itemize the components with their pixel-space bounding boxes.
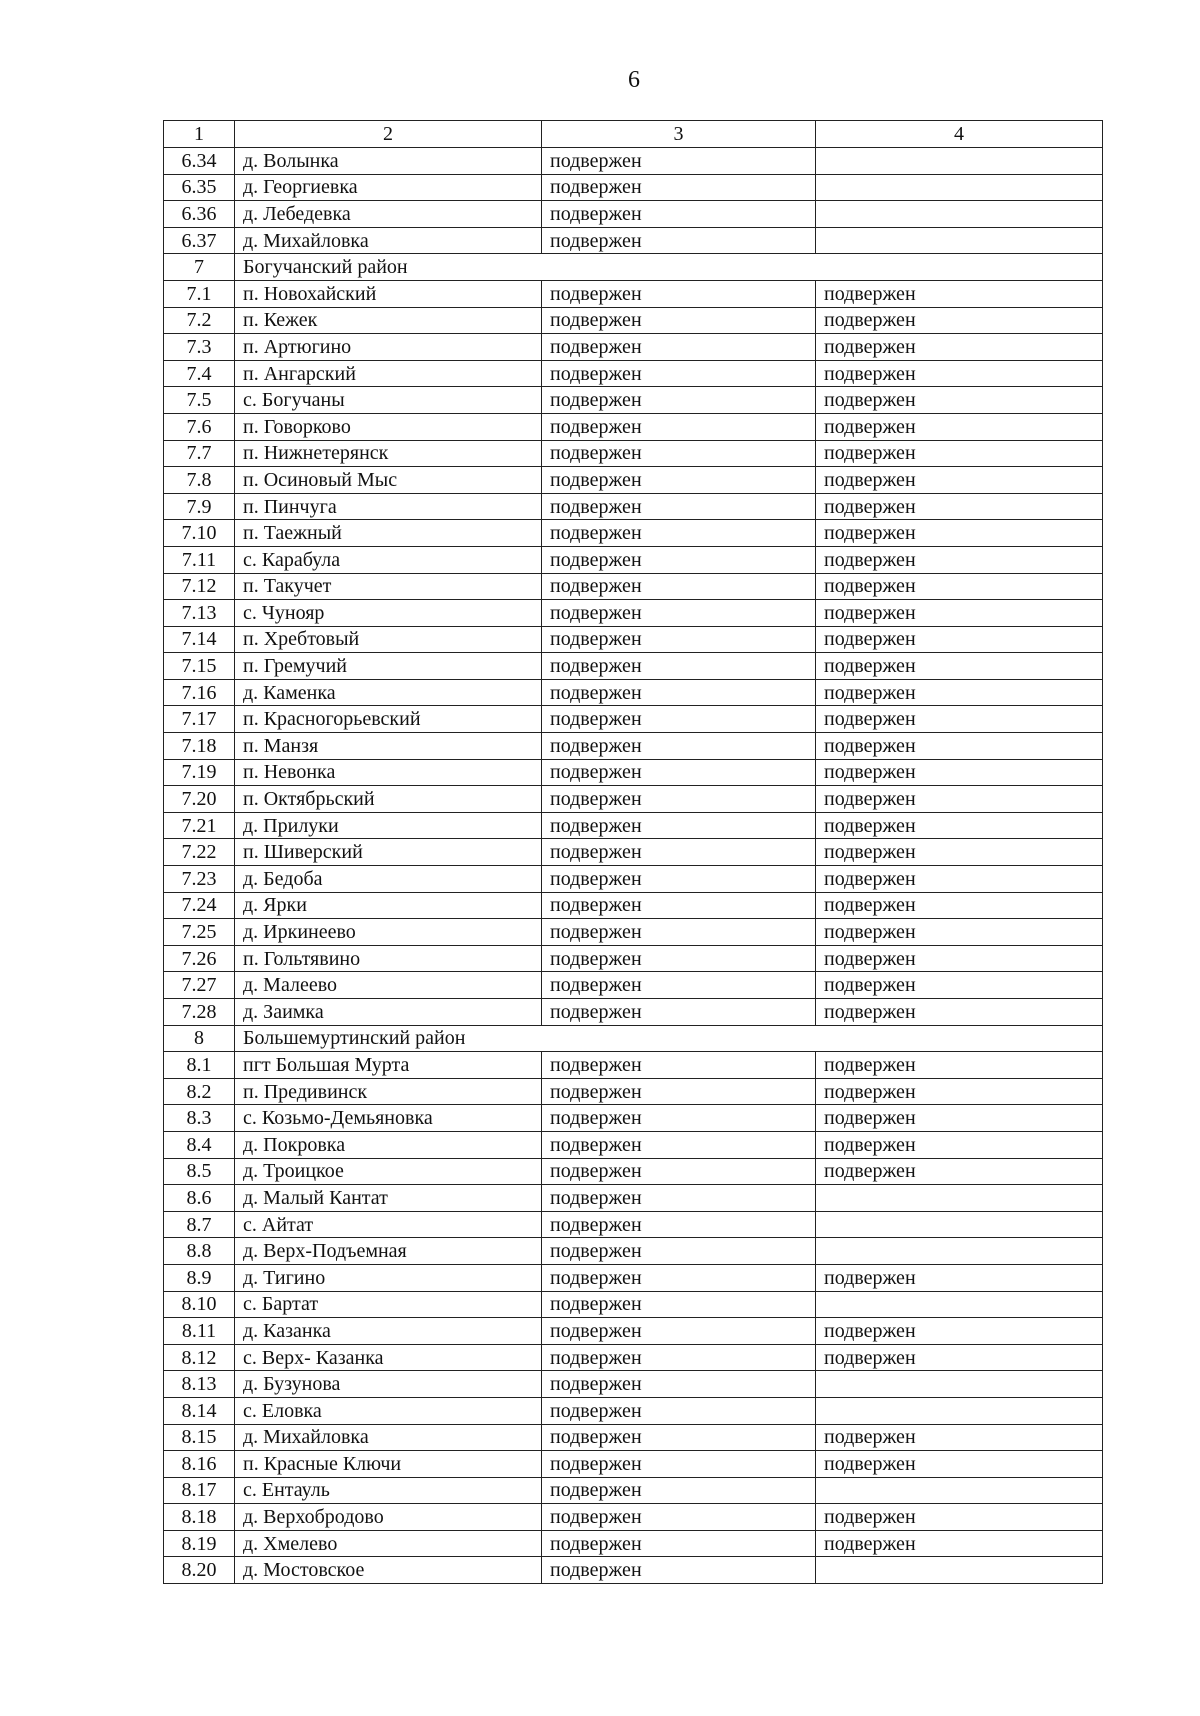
col-4-value: подвержен [816, 387, 1103, 414]
settlement-name: п. Новохайский [235, 280, 542, 307]
col-3-value: подвержен [542, 892, 816, 919]
settlement-name: д. Георгиевка [235, 174, 542, 201]
col-3-value: подвержен [542, 1504, 816, 1531]
settlement-name: д. Михайловка [235, 1424, 542, 1451]
settlement-name: д. Малеево [235, 972, 542, 999]
col-4-value: подвержен [816, 653, 1103, 680]
row-number: 8.3 [164, 1105, 235, 1132]
settlement-name: п. Октябрьский [235, 786, 542, 813]
header-col-4: 4 [816, 121, 1103, 148]
table-row [164, 413, 1103, 440]
col-4-value: подвержен [816, 866, 1103, 893]
col-4-value: подвержен [816, 280, 1103, 307]
table-row [164, 892, 1103, 919]
row-number: 7.17 [164, 706, 235, 733]
table-row [164, 520, 1103, 547]
row-number: 8.20 [164, 1557, 235, 1584]
table-row [164, 706, 1103, 733]
col-3-value: подвержен [542, 919, 816, 946]
col-3-value: подвержен [542, 1158, 816, 1185]
row-number: 7.27 [164, 972, 235, 999]
col-3-value: подвержен [542, 1530, 816, 1557]
page-number: 6 [628, 67, 640, 93]
table-row [164, 839, 1103, 866]
col-4-value [816, 1477, 1103, 1504]
col-4-value: подвержен [816, 600, 1103, 627]
col-3-value: подвержен [542, 1078, 816, 1105]
settlement-name: с. Айтат [235, 1211, 542, 1238]
col-4-value: подвержен [816, 759, 1103, 786]
col-4-value: подвержен [816, 972, 1103, 999]
col-3-value: подвержен [542, 600, 816, 627]
col-4-value: подвержен [816, 1264, 1103, 1291]
table-row [164, 174, 1103, 201]
col-3-value: подвержен [542, 786, 816, 813]
table-row [164, 999, 1103, 1026]
row-number: 7.4 [164, 360, 235, 387]
col-3-value: подвержен [542, 945, 816, 972]
settlement-name: д. Хмелево [235, 1530, 542, 1557]
table-row [164, 653, 1103, 680]
col-3-value: подвержен [542, 759, 816, 786]
col-3-value: подвержен [542, 1557, 816, 1584]
row-number: 6.36 [164, 201, 235, 228]
table-row [164, 1131, 1103, 1158]
col-3-value: подвержен [542, 280, 816, 307]
col-4-value: подвержен [816, 733, 1103, 760]
table-row [164, 280, 1103, 307]
settlement-name: д. Тигино [235, 1264, 542, 1291]
col-3-value: подвержен [542, 1264, 816, 1291]
table-row [164, 1264, 1103, 1291]
col-3-value: подвержен [542, 839, 816, 866]
col-3-value: подвержен [542, 360, 816, 387]
col-3-value: подвержен [542, 1424, 816, 1451]
col-4-value: подвержен [816, 786, 1103, 813]
row-number: 8 [164, 1025, 235, 1052]
row-number: 7.23 [164, 866, 235, 893]
table-row [164, 786, 1103, 813]
settlement-name: п. Предивинск [235, 1078, 542, 1105]
col-3-value: подвержен [542, 1185, 816, 1212]
settlement-name: п. Хребтовый [235, 626, 542, 653]
row-number: 7.13 [164, 600, 235, 627]
section-title: Большемуртинский район [235, 1025, 1103, 1052]
col-4-value: подвержен [816, 546, 1103, 573]
col-3-value: подвержен [542, 174, 816, 201]
settlement-name: с. Карабула [235, 546, 542, 573]
settlement-name: д. Верхобродово [235, 1504, 542, 1531]
col-4-value: подвержен [816, 1052, 1103, 1079]
row-number: 8.13 [164, 1371, 235, 1398]
settlement-name: д. Лебедевка [235, 201, 542, 228]
settlement-name: п. Такучет [235, 573, 542, 600]
row-number: 8.18 [164, 1504, 235, 1531]
row-number: 7.6 [164, 413, 235, 440]
col-3-value: подвержен [542, 626, 816, 653]
col-3-value: подвержен [542, 227, 816, 254]
table-row [164, 1052, 1103, 1079]
table-row [164, 1185, 1103, 1212]
table-row [164, 307, 1103, 334]
row-number: 6.35 [164, 174, 235, 201]
table-row [164, 600, 1103, 627]
settlement-name: п. Гремучий [235, 653, 542, 680]
settlement-name: д. Волынка [235, 148, 542, 175]
table-row [164, 1318, 1103, 1345]
col-3-value: подвержен [542, 1105, 816, 1132]
col-4-value: подвержен [816, 812, 1103, 839]
settlement-name: п. Невонка [235, 759, 542, 786]
table-row [164, 679, 1103, 706]
col-4-value: подвержен [816, 413, 1103, 440]
row-number: 8.5 [164, 1158, 235, 1185]
col-3-value: подвержен [542, 520, 816, 547]
col-4-value [816, 1185, 1103, 1212]
table-row [164, 201, 1103, 228]
table-row [164, 1530, 1103, 1557]
col-4-value: подвержен [816, 1530, 1103, 1557]
table-row [164, 1371, 1103, 1398]
row-number: 7.16 [164, 679, 235, 706]
row-number: 6.34 [164, 148, 235, 175]
table-row [164, 1477, 1103, 1504]
settlement-name: пгт Большая Мурта [235, 1052, 542, 1079]
settlement-name: п. Красногорьевский [235, 706, 542, 733]
row-number: 7.19 [164, 759, 235, 786]
settlement-name: с. Чунояр [235, 600, 542, 627]
row-number: 8.14 [164, 1397, 235, 1424]
col-3-value: подвержен [542, 413, 816, 440]
settlement-name: д. Казанка [235, 1318, 542, 1345]
col-3-value: подвержен [542, 387, 816, 414]
col-3-value: подвержен [542, 546, 816, 573]
row-number: 7.9 [164, 493, 235, 520]
settlement-name: п. Ангарский [235, 360, 542, 387]
col-3-value: подвержен [542, 201, 816, 228]
col-3-value: подвержен [542, 1052, 816, 1079]
row-number: 7.10 [164, 520, 235, 547]
table-row [164, 812, 1103, 839]
row-number: 7.5 [164, 387, 235, 414]
col-3-value: подвержен [542, 307, 816, 334]
table-row [164, 387, 1103, 414]
table-row [164, 733, 1103, 760]
settlement-name: с. Ентауль [235, 1477, 542, 1504]
col-3-value: подвержен [542, 679, 816, 706]
table-row [164, 1238, 1103, 1265]
row-number: 8.4 [164, 1131, 235, 1158]
table-row [164, 1397, 1103, 1424]
col-4-value: подвержен [816, 679, 1103, 706]
row-number: 7.25 [164, 919, 235, 946]
col-4-value [816, 174, 1103, 201]
settlement-name: д. Бедоба [235, 866, 542, 893]
row-number: 7.21 [164, 812, 235, 839]
section-row [164, 254, 1103, 281]
row-number: 8.1 [164, 1052, 235, 1079]
settlement-name: п. Манзя [235, 733, 542, 760]
row-number: 7.14 [164, 626, 235, 653]
col-4-value [816, 1211, 1103, 1238]
col-3-value: подвержен [542, 1371, 816, 1398]
col-3-value: подвержен [542, 1477, 816, 1504]
col-3-value: подвержен [542, 1344, 816, 1371]
table-row [164, 148, 1103, 175]
table-row [164, 972, 1103, 999]
col-4-value [816, 148, 1103, 175]
row-number: 6.37 [164, 227, 235, 254]
col-4-value: подвержен [816, 1451, 1103, 1478]
col-3-value: подвержен [542, 467, 816, 494]
col-3-value: подвержен [542, 812, 816, 839]
table-row [164, 1158, 1103, 1185]
row-number: 8.10 [164, 1291, 235, 1318]
row-number: 8.15 [164, 1424, 235, 1451]
table-row [164, 1211, 1103, 1238]
settlement-name: п. Таежный [235, 520, 542, 547]
row-number: 8.7 [164, 1211, 235, 1238]
settlement-name: д. Малый Кантат [235, 1185, 542, 1212]
table-row [164, 1557, 1103, 1584]
row-number: 7.11 [164, 546, 235, 573]
col-4-value [816, 1557, 1103, 1584]
settlement-name: п. Осиновый Мыс [235, 467, 542, 494]
settlement-name: д. Верх-Подъемная [235, 1238, 542, 1265]
col-3-value: подвержен [542, 1131, 816, 1158]
col-4-value: подвержен [816, 999, 1103, 1026]
col-3-value: подвержен [542, 334, 816, 361]
col-4-value: подвержен [816, 1424, 1103, 1451]
col-4-value: подвержен [816, 892, 1103, 919]
col-4-value: подвержен [816, 706, 1103, 733]
col-4-value: подвержен [816, 307, 1103, 334]
settlement-name: д. Михайловка [235, 227, 542, 254]
header-col-1: 1 [164, 121, 235, 148]
row-number: 7.28 [164, 999, 235, 1026]
col-3-value: подвержен [542, 1291, 816, 1318]
row-number: 7.22 [164, 839, 235, 866]
col-3-value: подвержен [542, 706, 816, 733]
table-header-row [164, 121, 1103, 148]
col-4-value [816, 227, 1103, 254]
table-row [164, 334, 1103, 361]
col-3-value: подвержен [542, 148, 816, 175]
row-number: 8.16 [164, 1451, 235, 1478]
table-row [164, 1078, 1103, 1105]
table-row [164, 1105, 1103, 1132]
table-row [164, 573, 1103, 600]
settlement-name: п. Говорково [235, 413, 542, 440]
row-number: 7.20 [164, 786, 235, 813]
table-row [164, 493, 1103, 520]
row-number: 8.6 [164, 1185, 235, 1212]
settlement-name: д. Заимка [235, 999, 542, 1026]
col-4-value: подвержен [816, 1318, 1103, 1345]
table-row [164, 945, 1103, 972]
row-number: 8.9 [164, 1264, 235, 1291]
col-4-value: подвержен [816, 520, 1103, 547]
table-row [164, 1504, 1103, 1531]
row-number: 8.12 [164, 1344, 235, 1371]
row-number: 8.19 [164, 1530, 235, 1557]
col-3-value: подвержен [542, 1451, 816, 1478]
row-number: 7.12 [164, 573, 235, 600]
section-row [164, 1025, 1103, 1052]
col-3-value: подвержен [542, 440, 816, 467]
settlement-name: п. Артюгино [235, 334, 542, 361]
settlement-name: с. Верх- Казанка [235, 1344, 542, 1371]
header-col-3: 3 [542, 121, 816, 148]
settlement-name: с. Еловка [235, 1397, 542, 1424]
settlement-name: д. Иркинеево [235, 919, 542, 946]
col-4-value: подвержен [816, 1078, 1103, 1105]
row-number: 7.15 [164, 653, 235, 680]
row-number: 7.8 [164, 467, 235, 494]
table-row [164, 1291, 1103, 1318]
col-3-value: подвержен [542, 493, 816, 520]
settlement-name: с. Бартат [235, 1291, 542, 1318]
settlement-name: д. Бузунова [235, 1371, 542, 1398]
settlement-name: п. Красные Ключи [235, 1451, 542, 1478]
row-number: 7 [164, 254, 235, 281]
settlement-name: с. Козьмо-Демьяновка [235, 1105, 542, 1132]
col-4-value: подвержен [816, 945, 1103, 972]
settlement-name: д. Прилуки [235, 812, 542, 839]
settlement-name: д. Покровка [235, 1131, 542, 1158]
settlement-name: п. Шиверский [235, 839, 542, 866]
col-3-value: подвержен [542, 999, 816, 1026]
col-4-value: подвержен [816, 360, 1103, 387]
row-number: 7.26 [164, 945, 235, 972]
row-number: 7.2 [164, 307, 235, 334]
col-3-value: подвержен [542, 653, 816, 680]
table-row [164, 1451, 1103, 1478]
table-row [164, 1344, 1103, 1371]
settlement-name: д. Мостовское [235, 1557, 542, 1584]
col-4-value: подвержен [816, 1105, 1103, 1132]
col-3-value: подвержен [542, 972, 816, 999]
col-4-value [816, 1238, 1103, 1265]
col-3-value: подвержен [542, 866, 816, 893]
col-4-value: подвержен [816, 467, 1103, 494]
table-row [164, 626, 1103, 653]
table-row [164, 1424, 1103, 1451]
settlement-name: д. Каменка [235, 679, 542, 706]
settlement-name: п. Нижнетерянск [235, 440, 542, 467]
row-number: 7.7 [164, 440, 235, 467]
col-4-value: подвержен [816, 573, 1103, 600]
col-4-value: подвержен [816, 839, 1103, 866]
settlement-name: д. Троицкое [235, 1158, 542, 1185]
table-row [164, 919, 1103, 946]
col-4-value: подвержен [816, 1131, 1103, 1158]
settlement-name: п. Гольтявино [235, 945, 542, 972]
col-4-value: подвержен [816, 334, 1103, 361]
col-4-value: подвержен [816, 1344, 1103, 1371]
settlement-name: п. Пинчуга [235, 493, 542, 520]
section-title: Богучанский район [235, 254, 1103, 281]
col-3-value: подвержен [542, 1397, 816, 1424]
col-4-value [816, 1371, 1103, 1398]
col-4-value [816, 1397, 1103, 1424]
row-number: 8.11 [164, 1318, 235, 1345]
col-4-value: подвержен [816, 1158, 1103, 1185]
col-3-value: подвержен [542, 1211, 816, 1238]
row-number: 7.18 [164, 733, 235, 760]
table-row [164, 866, 1103, 893]
col-3-value: подвержен [542, 1238, 816, 1265]
table-row [164, 360, 1103, 387]
table-row [164, 546, 1103, 573]
row-number: 8.8 [164, 1238, 235, 1265]
col-4-value [816, 201, 1103, 228]
row-number: 8.17 [164, 1477, 235, 1504]
table-row [164, 440, 1103, 467]
row-number: 7.1 [164, 280, 235, 307]
settlements-table [163, 120, 1103, 1584]
table-body [164, 121, 1103, 1584]
table-row [164, 467, 1103, 494]
row-number: 8.2 [164, 1078, 235, 1105]
table-row [164, 227, 1103, 254]
header-col-2: 2 [235, 121, 542, 148]
col-4-value: подвержен [816, 1504, 1103, 1531]
col-4-value [816, 1291, 1103, 1318]
col-4-value: подвержен [816, 626, 1103, 653]
settlement-name: д. Ярки [235, 892, 542, 919]
col-4-value: подвержен [816, 440, 1103, 467]
row-number: 7.24 [164, 892, 235, 919]
col-4-value: подвержен [816, 493, 1103, 520]
table-row [164, 759, 1103, 786]
row-number: 7.3 [164, 334, 235, 361]
settlement-name: с. Богучаны [235, 387, 542, 414]
col-3-value: подвержен [542, 733, 816, 760]
col-3-value: подвержен [542, 1318, 816, 1345]
col-3-value: подвержен [542, 573, 816, 600]
settlement-name: п. Кежек [235, 307, 542, 334]
col-4-value: подвержен [816, 919, 1103, 946]
